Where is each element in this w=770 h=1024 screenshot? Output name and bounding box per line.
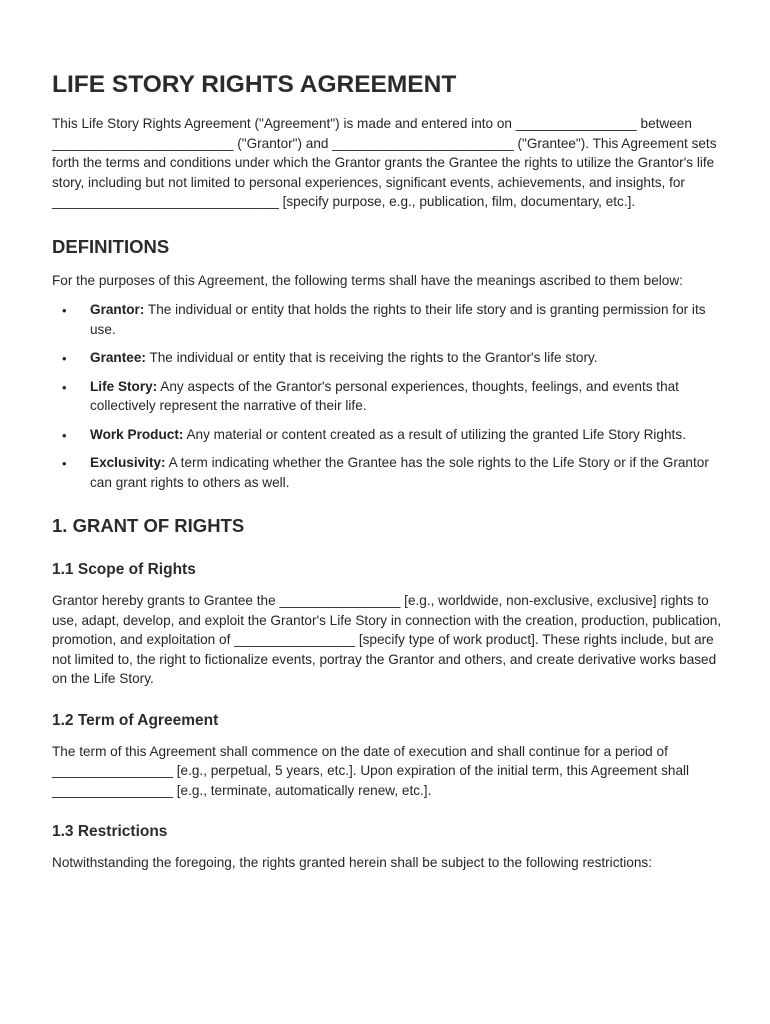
bullet-icon: • <box>62 303 67 318</box>
definition-text: The individual or entity that holds the rights to their life story and is granting permission for its use. <box>90 302 706 337</box>
definition-text: Any material or content created as a result of utilizing the granted Life Story Rights. <box>186 426 686 442</box>
definition-text: A term indicating whether the Grantee has the sole rights to the Life Story or if the Grantor can grant rights to others as well. <box>90 455 709 490</box>
bullet-icon: • <box>62 379 67 395</box>
list-item <box>52 425 722 445</box>
term-of-agreement-heading: 1.2 Term of Agreement <box>52 711 219 729</box>
grant-of-rights-heading: 1. GRANT OF RIGHTS <box>52 515 245 536</box>
document-title: LIFE STORY RIGHTS AGREEMENT <box>52 71 457 98</box>
list-item <box>52 300 722 339</box>
definitions-lead: For the purposes of this Agreement, the following terms shall have the meanings ascribed to them below: <box>52 272 683 288</box>
bullet-icon: • <box>62 427 67 443</box>
term-of-agreement-text: The term of this Agreement shall commence on the date of execution and shall continue for a period of ________________ [e.g., perpetual, 5 years, etc.]. Upon expiration of the initial term, this Agreement shall ________________ [e.g., terminate, automatically renew, etc.]. <box>52 743 690 798</box>
scope-of-rights-text: Grantor hereby grants to Grantee the ________________ [e.g., worldwide, non-exclusive, exclusive] rights to use, adapt, develop, and exploit the Grantor's Life Story in connection with the creation, production, publication, promotion, and exploitation of ________________ [specify type of work product]. These rights include, but are not limited to, the right to fictionalize events, portray the Grantor and others, and create derivative works based on the Life Story. <box>52 593 722 686</box>
definition-term: Grantor: <box>90 302 145 317</box>
list-item <box>52 348 722 368</box>
definition-text: Any aspects of the Grantor's personal experiences, thoughts, feelings, and events that collectively represent the narrative of their life. <box>90 378 679 413</box>
definition-term: Life Story: <box>90 378 158 394</box>
list-item <box>52 377 722 416</box>
definitions-heading: DEFINITIONS <box>52 235 170 257</box>
definition-term: Work Product: <box>90 426 184 442</box>
intro-paragraph: This Life Story Rights Agreement ("Agreement") is made and entered into on ________________ between ________________________ ("Grantor") and ________________________ ("Grantee"). This Agreement sets forth the terms and conditions under which the Grantor grants the Grantee the rights to utilize the Grantor's life story, including but not limited to personal experiences, significant events, achievements, and insights, for ______________________________ [specify purpose, e.g., publication, film, documentary, etc.]. <box>52 116 717 209</box>
scope-of-rights-heading: 1.1 Scope of Rights <box>52 561 196 578</box>
definitions-list <box>52 300 722 492</box>
definition-text: The individual or entity that is receiving the rights to the Grantor's life story. <box>149 350 598 365</box>
bullet-icon: • <box>62 351 67 366</box>
definition-term: Exclusivity: <box>90 455 166 470</box>
definition-term: Grantee: <box>90 350 146 365</box>
restrictions-text: Notwithstanding the foregoing, the rights granted herein shall be subject to the following restrictions: <box>52 855 652 870</box>
restrictions-heading: 1.3 Restrictions <box>52 823 168 840</box>
bullet-icon: • <box>62 456 67 471</box>
list-item <box>52 453 722 492</box>
document-page <box>52 70 722 873</box>
